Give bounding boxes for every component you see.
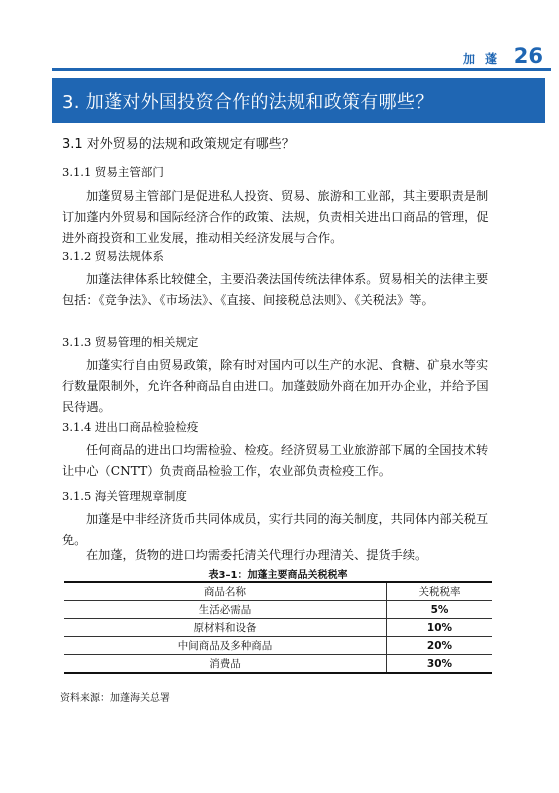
header-country: 加蓬 [462, 52, 507, 66]
table-row [64, 601, 492, 619]
paragraph: 加蓬贸易主管部门是促进私人投资、贸易、旅游和工业部，其主要职责是制订加蓬内外贸易和国际经济合作的政策、法规，负责相关进出口商品的管理，促进外商投资和工业发展，推动相关经济发展与合作。 [62, 189, 489, 245]
paragraph: 在加蓬，货物的进口均需委托清关代理行办理清关、提货手续。 [86, 548, 428, 562]
rate-cell: 5% [387, 601, 493, 619]
table-source: 资料来源：加蓬海关总署 [60, 693, 170, 704]
product-cell: 中间商品及多种商品 [64, 637, 387, 655]
table-row [64, 655, 492, 674]
header-rule [52, 68, 551, 71]
subsection-heading: 3.1.5 海关管理规章制度 [62, 489, 187, 503]
chapter-title: 3. 加蓬对外国投资合作的法规和政策有哪些？ [62, 92, 434, 113]
subsection-heading: 3.1.2 贸易法规体系 [62, 249, 164, 263]
table-header-row [64, 582, 492, 601]
tariff-table [64, 581, 492, 674]
product-cell: 消费品 [64, 655, 387, 674]
subsection-heading: 3.1.4 进出口商品检验检疫 [62, 420, 199, 434]
product-cell: 原材料和设备 [64, 619, 387, 637]
subsection-heading: 3.1.1 贸易主管部门 [62, 165, 164, 179]
product-cell: 生活必需品 [64, 601, 387, 619]
page-number: 26 [513, 44, 543, 68]
rate-cell: 20% [387, 637, 493, 655]
paragraph: 加蓬是中非经济货币共同体成员，实行共同的海关制度，共同体内部关税互免。 [62, 512, 489, 547]
column-header-product: 商品名称 [64, 582, 387, 601]
section-title: 3.1 对外贸易的法规和政策规定有哪些？ [62, 137, 295, 152]
column-header-rate: 关税税率 [387, 582, 493, 601]
subsection-heading: 3.1.3 贸易管理的相关规定 [62, 335, 199, 349]
paragraph: 加蓬实行自由贸易政策，除有时对国内可以生产的水泥、食糖、矿泉水等实行数量限制外，允许各种商品自由进口。加蓬鼓励外商在加开办企业，并给予国民待遇。 [62, 358, 489, 414]
paragraph: 加蓬法律体系比较健全，主要沿袭法国传统法律体系。贸易相关的法律主要包括：《竞争法》、《市场法》、《直接、间接税总法则》、《关税法》等。 [62, 272, 489, 307]
table-row [64, 619, 492, 637]
table-caption: 表3–1：加蓬主要商品关税税率 [208, 570, 348, 581]
table-row [64, 637, 492, 655]
rate-cell: 10% [387, 619, 493, 637]
paragraph: 任何商品的进出口均需检验、检疫。经济贸易工业旅游部下属的全国技术转让中心（CNTT）负责商品检验工作，农业部负责检疫工作。 [62, 443, 489, 478]
rate-cell: 30% [387, 655, 493, 674]
